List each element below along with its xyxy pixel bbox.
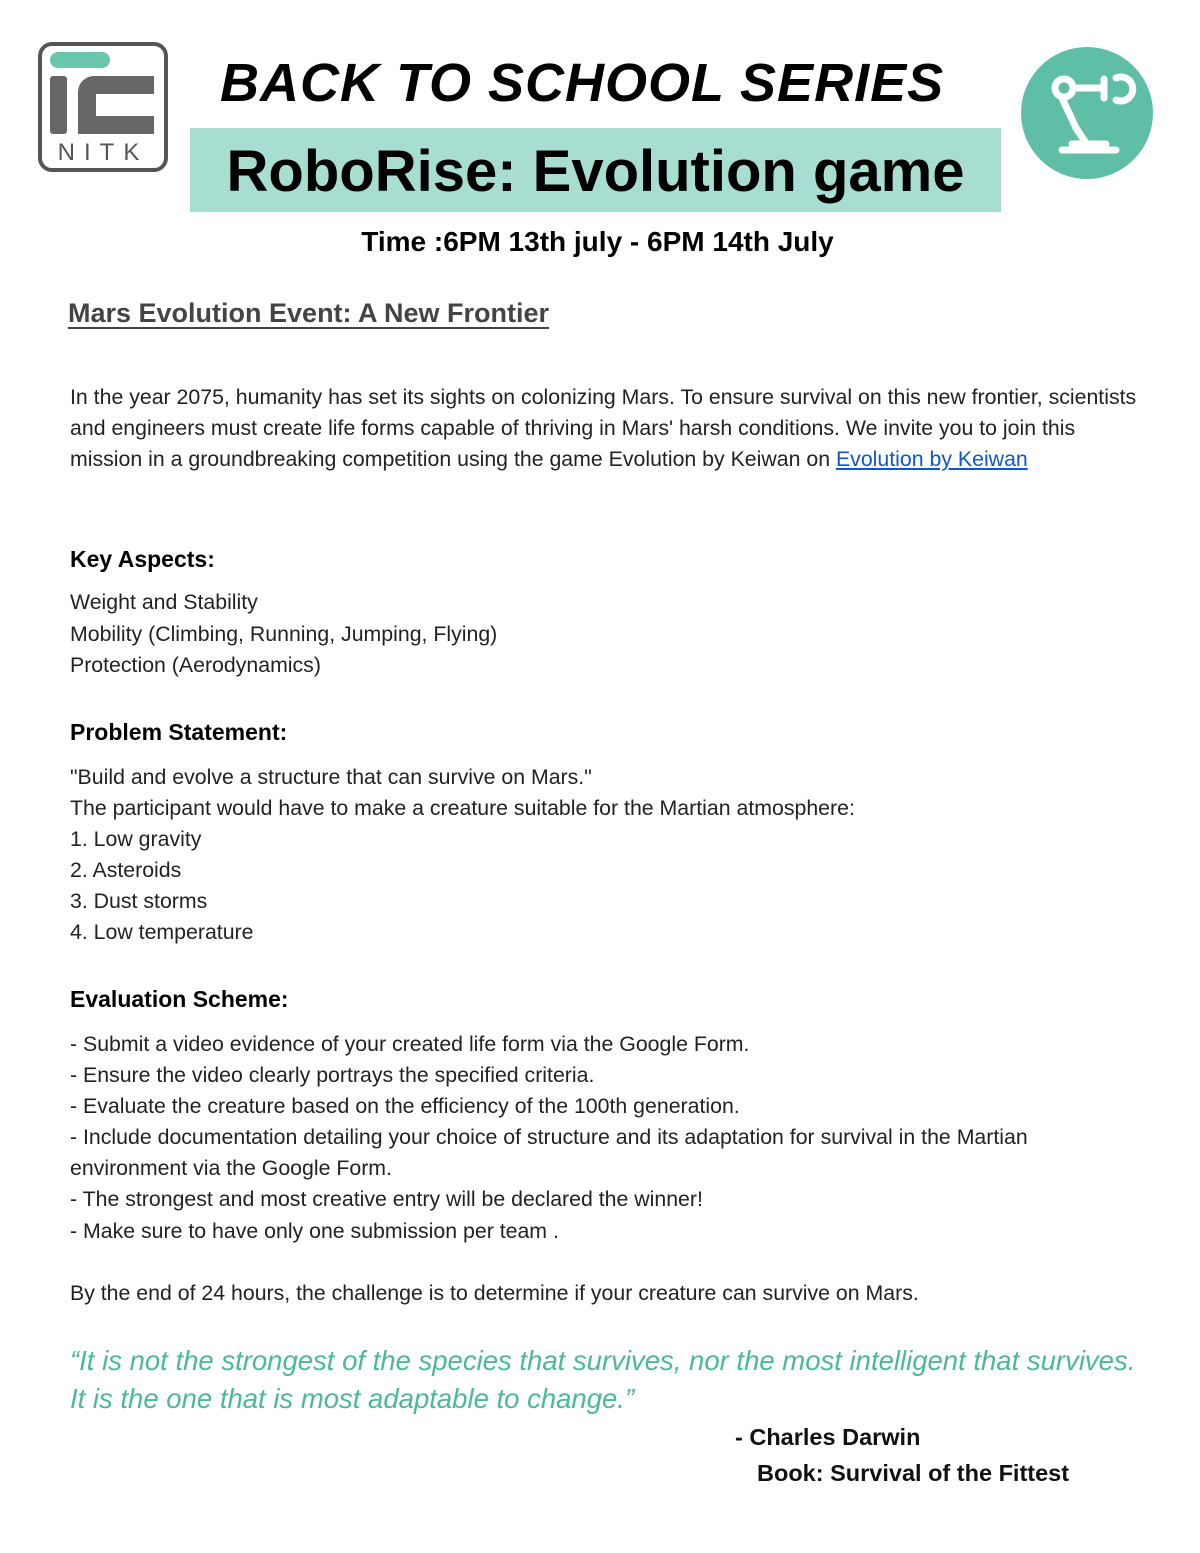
evaluation-line: - The strongest and most creative entry will be declared the winner! [70, 1187, 703, 1211]
intro-heading: Mars Evolution Event: A New Frontier [68, 298, 550, 328]
problem-line: 4. Low temperature [70, 920, 254, 944]
evaluation-heading: Evaluation Scheme: [70, 986, 289, 1012]
robot-arm-icon [1020, 46, 1154, 180]
list-item: Weight and Stability [70, 590, 258, 614]
closing-text: By the end of 24 hours, the challenge is to determine if your creature can survive on Mars. [70, 1281, 919, 1305]
key-aspects-heading: Key Aspects: [70, 546, 215, 572]
evaluation-line: - Make sure to have only one submission per team . [70, 1219, 559, 1243]
problem-line: 1. Low gravity [70, 827, 202, 851]
evaluation-line: - Include documentation detailing your choice of structure and its adaptation for survival in the Martian [70, 1125, 1028, 1149]
problem-heading: Problem Statement: [70, 719, 288, 745]
list-item: Mobility (Climbing, Running, Jumping, Flying) [70, 622, 498, 646]
intro-paragraph [70, 382, 1150, 475]
problem-line: 3. Dust storms [70, 889, 208, 913]
evaluation-line: - Submit a video evidence of your created life form via the Google Form. [70, 1032, 750, 1056]
intro-text: In the year 2075, humanity has set its sights on colonizing Mars. To ensure survival on this new frontier, scientists and engineers must create life forms capable of thriving in Mars' harsh conditions. We invite you to join this mission in a groundbreaking competition using the game Evolution by Keiwan on [70, 385, 1137, 471]
list-item: Protection (Aerodynamics) [70, 653, 321, 677]
darwin-quote: “It is not the strongest of the species that survives, nor the most intelligent that survives. It is the one that is most adaptable to change.” [70, 1345, 1136, 1414]
problem-line: The participant would have to make a creature suitable for the Martian atmosphere: [70, 796, 855, 820]
series-title: BACK TO SCHOOL SERIES [220, 53, 945, 113]
event-title: RoboRise: Evolution game [226, 139, 965, 204]
quote-book: Book: Survival of the Fittest [757, 1460, 1070, 1486]
quote-author: - Charles Darwin [735, 1424, 921, 1450]
evaluation-line: environment via the Google Form. [70, 1156, 392, 1180]
evolution-link[interactable]: Evolution by Keiwan [835, 447, 1028, 471]
logo-text: NITK [57, 139, 149, 166]
problem-line: "Build and evolve a structure that can survive on Mars." [70, 765, 592, 789]
problem-line: 2. Asteroids [70, 858, 182, 882]
event-time: Time :6PM 13th july - 6PM 14th July [361, 226, 834, 257]
evaluation-line: - Ensure the video clearly portrays the specified criteria. [70, 1063, 595, 1087]
evaluation-line: - Evaluate the creature based on the efficiency of the 100th generation. [70, 1094, 740, 1118]
